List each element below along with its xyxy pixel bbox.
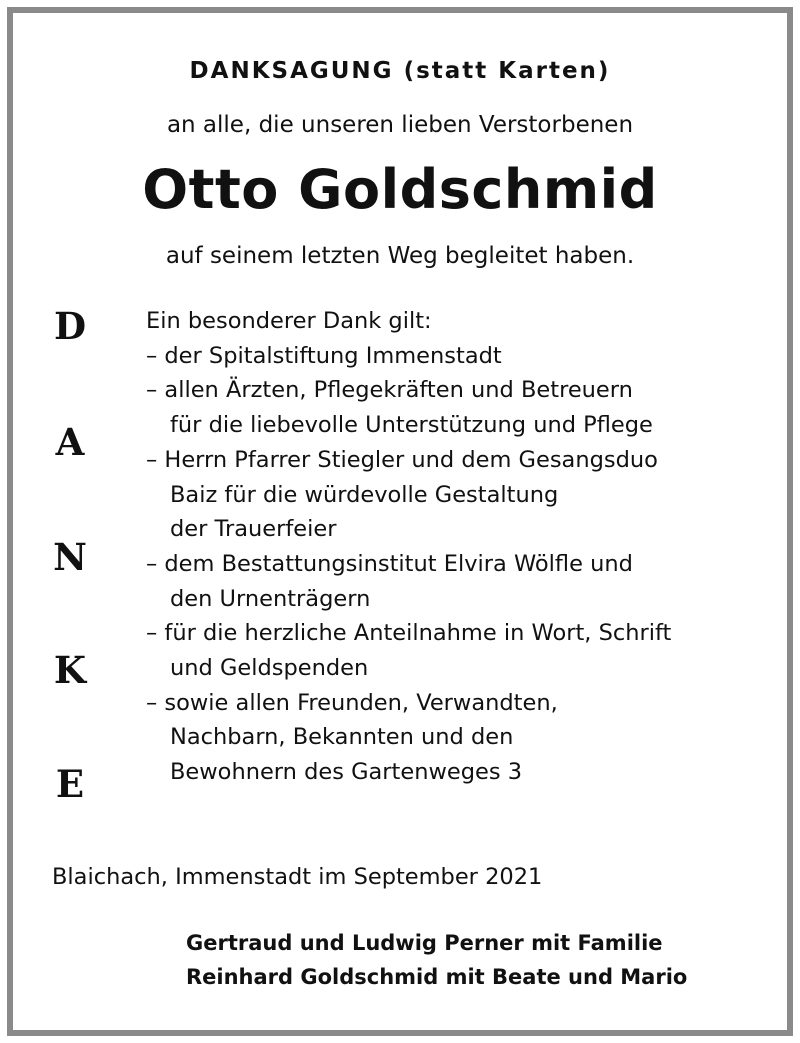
danke-letter-n: N (53, 535, 87, 579)
notice-title: DANKSAGUNG (statt Karten) (189, 58, 611, 84)
thanks-item: – Herrn Pfarrer Stiegler und dem Gesangsduo (146, 446, 658, 473)
thanks-item-continuation: der Trauerfeier (170, 516, 337, 543)
danke-letter-k: K (53, 648, 87, 692)
thanks-intro: Ein besonderer Dank gilt: (146, 308, 432, 334)
deceased-name: Otto Goldschmid (142, 158, 658, 221)
thanks-item-continuation: und Geldspenden (170, 655, 369, 682)
signer-line: Reinhard Goldschmid mit Beate und Mario (186, 965, 688, 989)
thanks-item-continuation: Nachbarn, Bekannten und den (170, 724, 514, 751)
thanks-item-continuation: den Urnenträgern (170, 585, 371, 612)
danke-letter-e: E (55, 762, 85, 806)
danke-letter-a: A (55, 420, 85, 464)
thanks-list (146, 304, 766, 790)
thanks-item-continuation: Baiz für die würdevolle Gestaltung (170, 481, 559, 508)
outro-line: auf seinem letzten Weg begleitet haben. (165, 243, 635, 269)
signer-line: Gertraud und Ludwig Perner mit Familie (186, 931, 663, 955)
danke-letter-d: D (53, 304, 87, 348)
thanks-item: – für die herzliche Anteilnahme in Wort, Schrift (146, 620, 672, 647)
thanks-item-continuation: Bewohnern des Gartenweges 3 (170, 759, 523, 786)
intro-line: an alle, die unseren lieben Verstorbenen (166, 112, 634, 138)
place-date: Blaichach, Immenstadt im September 2021 (52, 864, 543, 890)
thanks-item-continuation: für die liebevolle Unterstützung und Pflege (170, 412, 653, 439)
thanks-item: – sowie allen Freunden, Verwandten, (146, 689, 558, 716)
thanks-item: – der Spitalstiftung Immenstadt (146, 342, 502, 369)
thanks-item: – allen Ärzten, Pflegekräften und Betreuern (146, 377, 633, 404)
thanks-item: – dem Bestattungsinstitut Elvira Wölfle und (146, 550, 633, 577)
signers-block (186, 926, 687, 994)
